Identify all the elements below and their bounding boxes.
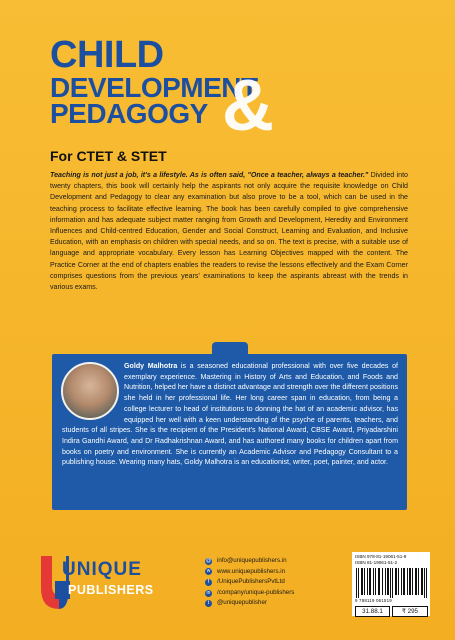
- barcode-digits: 9 788119 061519: [355, 598, 392, 603]
- description-body: Divided into twenty chapters, this book will certainly help the aspirants not only acquire the requisite knowledge on Child Development and Pedagogy to clear any examination but also prove to be a tool, which can be used in the teaching process to facilitate effective learning. The book has been carefully compiled to give comprehensive information and has adequate subject matter ranging from Growth and Development, Heredity and Environment Influences and Child-centred Education, Gender and Social Construct, Learning and Evaluation, and Inclusive Education, with an emphasis on children with special needs, and so on. The text is precise, with a suitable use of language and appropriate vocabulary. Every lesson has Learning Objectives mapped with the content. The Practice Corner at the end of chapters enables the readers to revise the lessons effectively and the Exam Corner comprises questions from the previous years' examinations to keep the aspirants abreast with the trends in various exams.: [50, 171, 408, 292]
- email-icon: @: [205, 557, 212, 564]
- contact-row: [205, 598, 294, 609]
- book-description: [50, 170, 408, 293]
- contact-linkedin[interactable]: /company/unique-publishers: [217, 588, 295, 596]
- twitter-icon: t: [205, 600, 212, 607]
- contact-list: [205, 556, 294, 609]
- author-bio: [62, 361, 398, 468]
- contact-row: [205, 577, 294, 588]
- author-bio-text: is a seasoned educational professional with over five decades of exemplary experience. Mastering in History of Arts and Education, and Foods and Nutrition, helped her have a distinct advantage and strength over the different positions she held in her professional life. Her long career span in education, from being a college lecturer to head of institutions to donning the hat of an academic advisor, has equipped her well with a keen understanding of the psyche of parents, teachers, and students of all stripes. She is the recipient of the President's National Award, CBSE Award, Priyadarshini Indira Gandhi Award, and Dr Radhakrishnan Award, and has authored many books for children apart from books on poetry and environment. She is currently an Academic Advisor and Pedagogy Consultant to a publishing house. Wearing many hats, Goldy Malhotra is an educationist, writer, poet, painter, and actor.: [62, 362, 398, 467]
- title-line-1: CHILD: [50, 34, 164, 76]
- barcode-icon: [355, 568, 427, 598]
- book-subtitle: For CTET & STET: [50, 148, 167, 164]
- title-ampersand: &: [222, 66, 274, 146]
- isbn-13: ISBN 978-81-19061-51-9: [355, 554, 407, 559]
- book-code: 31.88.1: [355, 606, 390, 617]
- publisher-name-top: UNIQUE: [62, 559, 142, 580]
- globe-icon: w: [206, 568, 211, 575]
- contact-row: [205, 567, 294, 578]
- price-label: ₹ 295: [392, 606, 428, 617]
- contact-facebook[interactable]: /UniquePublishersPvtLtd: [217, 578, 285, 586]
- publisher-name-bottom: PUBLISHERS: [68, 583, 154, 597]
- linkedin-icon: in: [206, 589, 211, 596]
- facebook-icon: f: [205, 579, 212, 586]
- author-name: Goldy Malhotra: [124, 362, 178, 370]
- contact-row: [205, 588, 294, 599]
- publisher-logo: [40, 555, 160, 611]
- contact-twitter[interactable]: @uniquepublisher: [217, 599, 267, 607]
- isbn-10: ISBN 81-19061-51-2: [355, 560, 398, 565]
- barcode-block: [352, 552, 430, 616]
- contact-website[interactable]: www.uniquepublishers.in: [217, 567, 286, 575]
- contact-row: [205, 556, 294, 567]
- description-lead: Teaching is not just a job, it's a lifestyle. As is often said, "Once a teacher, always a teacher.": [50, 171, 369, 179]
- title-line-2: DEVELOPMENT: [50, 71, 258, 103]
- contact-email[interactable]: info@uniquepublishers.in: [217, 557, 287, 564]
- title-line-3: PEDAGOGY: [50, 97, 208, 129]
